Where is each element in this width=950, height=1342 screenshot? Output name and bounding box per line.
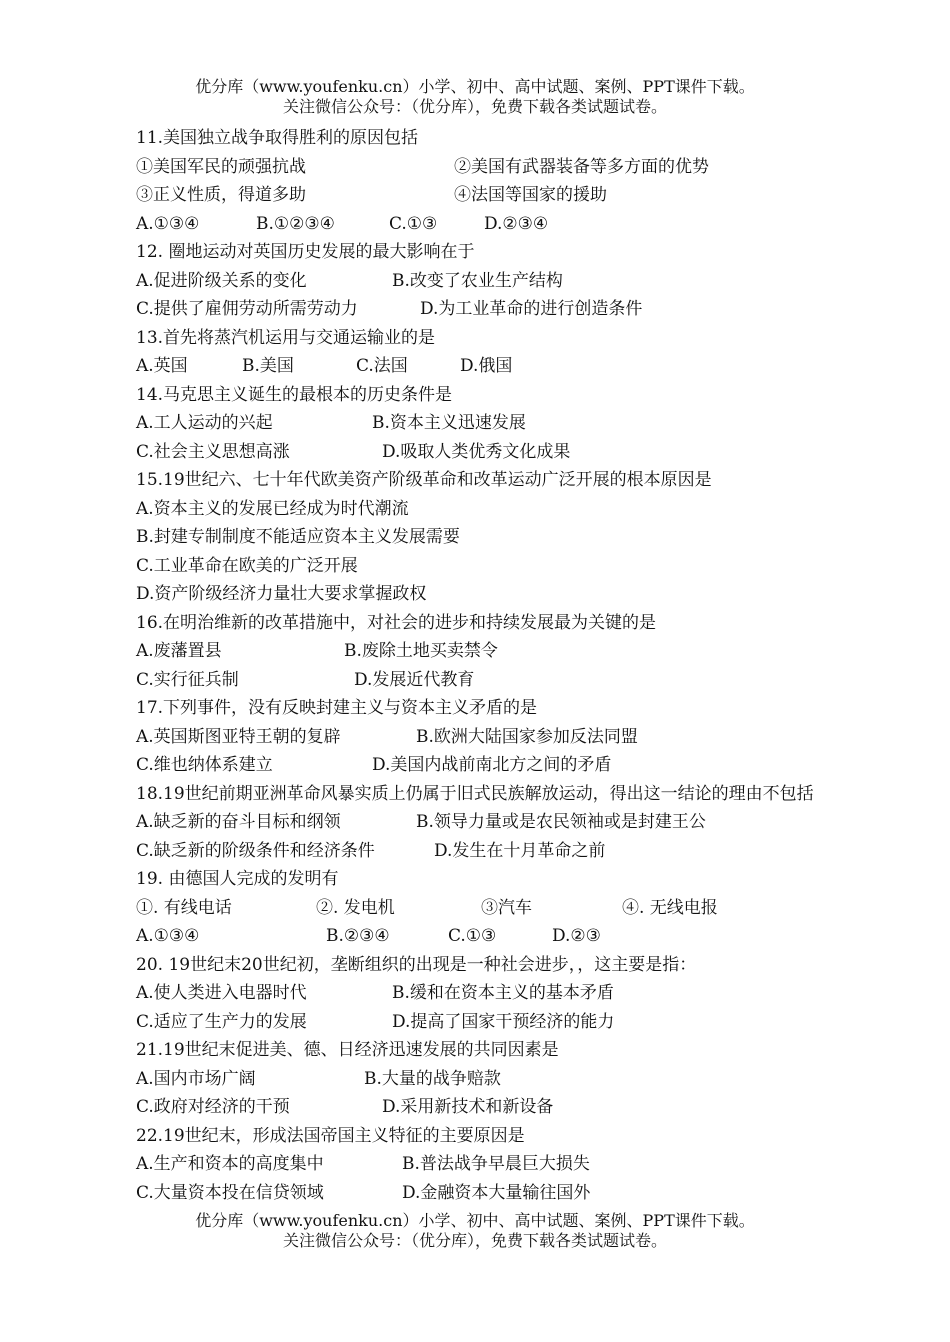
option-text: C.①③ bbox=[448, 926, 497, 946]
text-line bbox=[136, 922, 856, 951]
text-line bbox=[136, 210, 856, 239]
question-text: 18.19世纪前期亚洲革命风暴实质上仍属于旧式民族解放运动，得出这一结论的理由不包括 bbox=[136, 783, 814, 804]
text-line bbox=[136, 694, 856, 723]
option-text: A.英国 bbox=[136, 356, 188, 376]
text-line bbox=[136, 1036, 856, 1065]
option-text: D.为工业革命的进行创造条件 bbox=[420, 299, 643, 319]
question-text: B.封建专制制度不能适应资本主义发展需要 bbox=[136, 527, 460, 547]
text-line bbox=[136, 324, 856, 353]
option-text: C.实行征兵制 bbox=[136, 669, 239, 690]
option-text: B.②③④ bbox=[326, 926, 390, 946]
text-line bbox=[136, 438, 856, 467]
option-text: B.大量的战争赔款 bbox=[364, 1068, 501, 1089]
page-footer bbox=[0, 1211, 950, 1251]
text-line bbox=[136, 979, 856, 1008]
option-text: B.普法战争早晨巨大损失 bbox=[402, 1154, 590, 1174]
text-line bbox=[136, 1093, 856, 1122]
text-line bbox=[136, 1008, 856, 1037]
option-text: A.生产和资本的高度集中 bbox=[136, 1154, 324, 1174]
option-text: C.适应了生产力的发展 bbox=[136, 1011, 307, 1032]
question-text: 12. 圈地运动对英国历史发展的最大影响在于 bbox=[136, 242, 475, 262]
text-line bbox=[136, 723, 856, 752]
question-text: 17.下列事件，没有反映封建主义与资本主义矛盾的是 bbox=[136, 698, 538, 718]
option-text: ②. 发电机 bbox=[316, 897, 395, 918]
text-line bbox=[136, 609, 856, 638]
question-text: 15.19世纪六、七十年代欧美资产阶级革命和改革运动广泛开展的根本原因是 bbox=[136, 470, 712, 490]
text-line bbox=[136, 238, 856, 267]
option-text: C.①③ bbox=[389, 213, 438, 234]
option-text: D.俄国 bbox=[460, 356, 513, 376]
text-line bbox=[136, 666, 856, 695]
text-line bbox=[136, 637, 856, 666]
text-line bbox=[136, 523, 856, 552]
text-line bbox=[136, 894, 856, 923]
text-line bbox=[136, 352, 856, 381]
text-line bbox=[136, 181, 856, 210]
question-text: 14.马克思主义诞生的最根本的历史条件是 bbox=[136, 384, 453, 405]
option-text: ①. 有线电话 bbox=[136, 897, 232, 918]
option-text: D.美国内战前南北方之间的矛盾 bbox=[372, 755, 612, 775]
option-text: ③汽车 bbox=[481, 897, 532, 918]
question-text: 20. 19世纪末20世纪初，垄断组织的出现是一种社会进步，，这主要是指： bbox=[136, 954, 697, 975]
option-text: B.领导力量或是农民领袖或是封建王公 bbox=[416, 812, 706, 832]
option-text: ①美国军民的顽强抗战 bbox=[136, 156, 306, 177]
question-list bbox=[136, 124, 856, 1207]
text-line bbox=[136, 495, 856, 524]
option-text: B.美国 bbox=[242, 356, 294, 376]
text-line bbox=[136, 1150, 856, 1179]
option-text: ②美国有武器装备等多方面的优势 bbox=[454, 156, 709, 177]
question-text: D.资产阶级经济力量壮大要求掌握政权 bbox=[136, 584, 427, 604]
option-text: D.②③④ bbox=[484, 213, 549, 234]
option-text: C.提供了雇佣劳动所需劳动力 bbox=[136, 299, 358, 319]
option-text: D.发生在十月革命之前 bbox=[434, 840, 606, 861]
option-text: A.缺乏新的奋斗目标和纲领 bbox=[136, 812, 341, 832]
option-text: C.大量资本投在信贷领域 bbox=[136, 1182, 324, 1203]
option-text: C.缺乏新的阶级条件和经济条件 bbox=[136, 840, 375, 861]
option-text: B.改变了农业生产结构 bbox=[392, 270, 563, 291]
option-text: A.工人运动的兴起 bbox=[136, 413, 273, 433]
text-line bbox=[136, 1179, 856, 1208]
text-line bbox=[136, 780, 856, 809]
text-line bbox=[136, 381, 856, 410]
question-text: 16.在明治维新的改革措施中，对社会的进步和持续发展最为关键的是 bbox=[136, 612, 657, 633]
question-text: C.工业革命在欧美的广泛开展 bbox=[136, 555, 358, 576]
header-line-2: 关注微信公众号：（优分库），免费下载各类试题试卷。 bbox=[282, 97, 667, 116]
option-text: B.资本主义迅速发展 bbox=[372, 413, 526, 433]
option-text: ③正义性质，得道多助 bbox=[136, 185, 306, 205]
text-line bbox=[136, 409, 856, 438]
option-text: ④. 无线电报 bbox=[622, 897, 718, 918]
page-header bbox=[0, 77, 950, 117]
option-text: D.发展近代教育 bbox=[354, 669, 475, 690]
text-line bbox=[136, 466, 856, 495]
text-line bbox=[136, 837, 856, 866]
option-text: A.英国斯图亚特王朝的复辟 bbox=[136, 726, 341, 747]
option-text: D.②③ bbox=[552, 926, 601, 946]
option-text: C.维也纳体系建立 bbox=[136, 755, 273, 775]
question-text: A.资本主义的发展已经成为时代潮流 bbox=[136, 498, 409, 519]
option-text: B.缓和在资本主义的基本矛盾 bbox=[392, 983, 614, 1003]
option-text: D.金融资本大量输往国外 bbox=[402, 1182, 591, 1203]
text-line bbox=[136, 808, 856, 837]
option-text: C.法国 bbox=[356, 356, 408, 376]
option-text: C.政府对经济的干预 bbox=[136, 1097, 290, 1117]
question-text: 21.19世纪末促进美、德、日经济迅速发展的共同因素是 bbox=[136, 1040, 559, 1060]
option-text: A.使人类进入电器时代 bbox=[136, 983, 307, 1003]
option-text: B.①②③④ bbox=[256, 213, 335, 234]
text-line bbox=[136, 295, 856, 324]
question-text: 19. 由德国人完成的发明有 bbox=[136, 869, 339, 889]
option-text: A.①③④ bbox=[136, 926, 200, 946]
option-text: D.吸取人类优秀文化成果 bbox=[382, 441, 571, 462]
text-line bbox=[136, 153, 856, 182]
header-line-1: 优分库（www.youfenku.cn）小学、初中、高中试题、案例、PPT课件下载。 bbox=[195, 77, 755, 96]
option-text: A.①③④ bbox=[136, 213, 200, 234]
option-text: ④法国等国家的援助 bbox=[454, 185, 607, 205]
option-text: A.国内市场广阔 bbox=[136, 1068, 256, 1089]
text-line bbox=[136, 552, 856, 581]
footer-line-1: 优分库（www.youfenku.cn）小学、初中、高中试题、案例、PPT课件下载。 bbox=[195, 1211, 755, 1230]
text-line bbox=[136, 1122, 856, 1151]
option-text: D.采用新技术和新设备 bbox=[382, 1097, 554, 1117]
text-line bbox=[136, 124, 856, 153]
text-line bbox=[136, 267, 856, 296]
text-line bbox=[136, 751, 856, 780]
option-text: B.废除土地买卖禁令 bbox=[344, 641, 498, 661]
text-line bbox=[136, 580, 856, 609]
option-text: A.促进阶级关系的变化 bbox=[136, 270, 307, 291]
option-text: C.社会主义思想高涨 bbox=[136, 441, 290, 462]
option-text: A.废藩置县 bbox=[136, 641, 222, 661]
text-line bbox=[136, 951, 856, 980]
option-text: B.欧洲大陆国家参加反法同盟 bbox=[416, 726, 638, 747]
option-text: D.提高了国家干预经济的能力 bbox=[392, 1011, 615, 1032]
question-text: 13.首先将蒸汽机运用与交通运输业的是 bbox=[136, 327, 436, 348]
footer-line-2: 关注微信公众号：（优分库），免费下载各类试题试卷。 bbox=[282, 1231, 667, 1250]
question-text: 22.19世纪末，形成法国帝国主义特征的主要原因是 bbox=[136, 1125, 525, 1146]
text-line bbox=[136, 1065, 856, 1094]
text-line bbox=[136, 865, 856, 894]
question-text: 11.美国独立战争取得胜利的原因包括 bbox=[136, 128, 419, 148]
